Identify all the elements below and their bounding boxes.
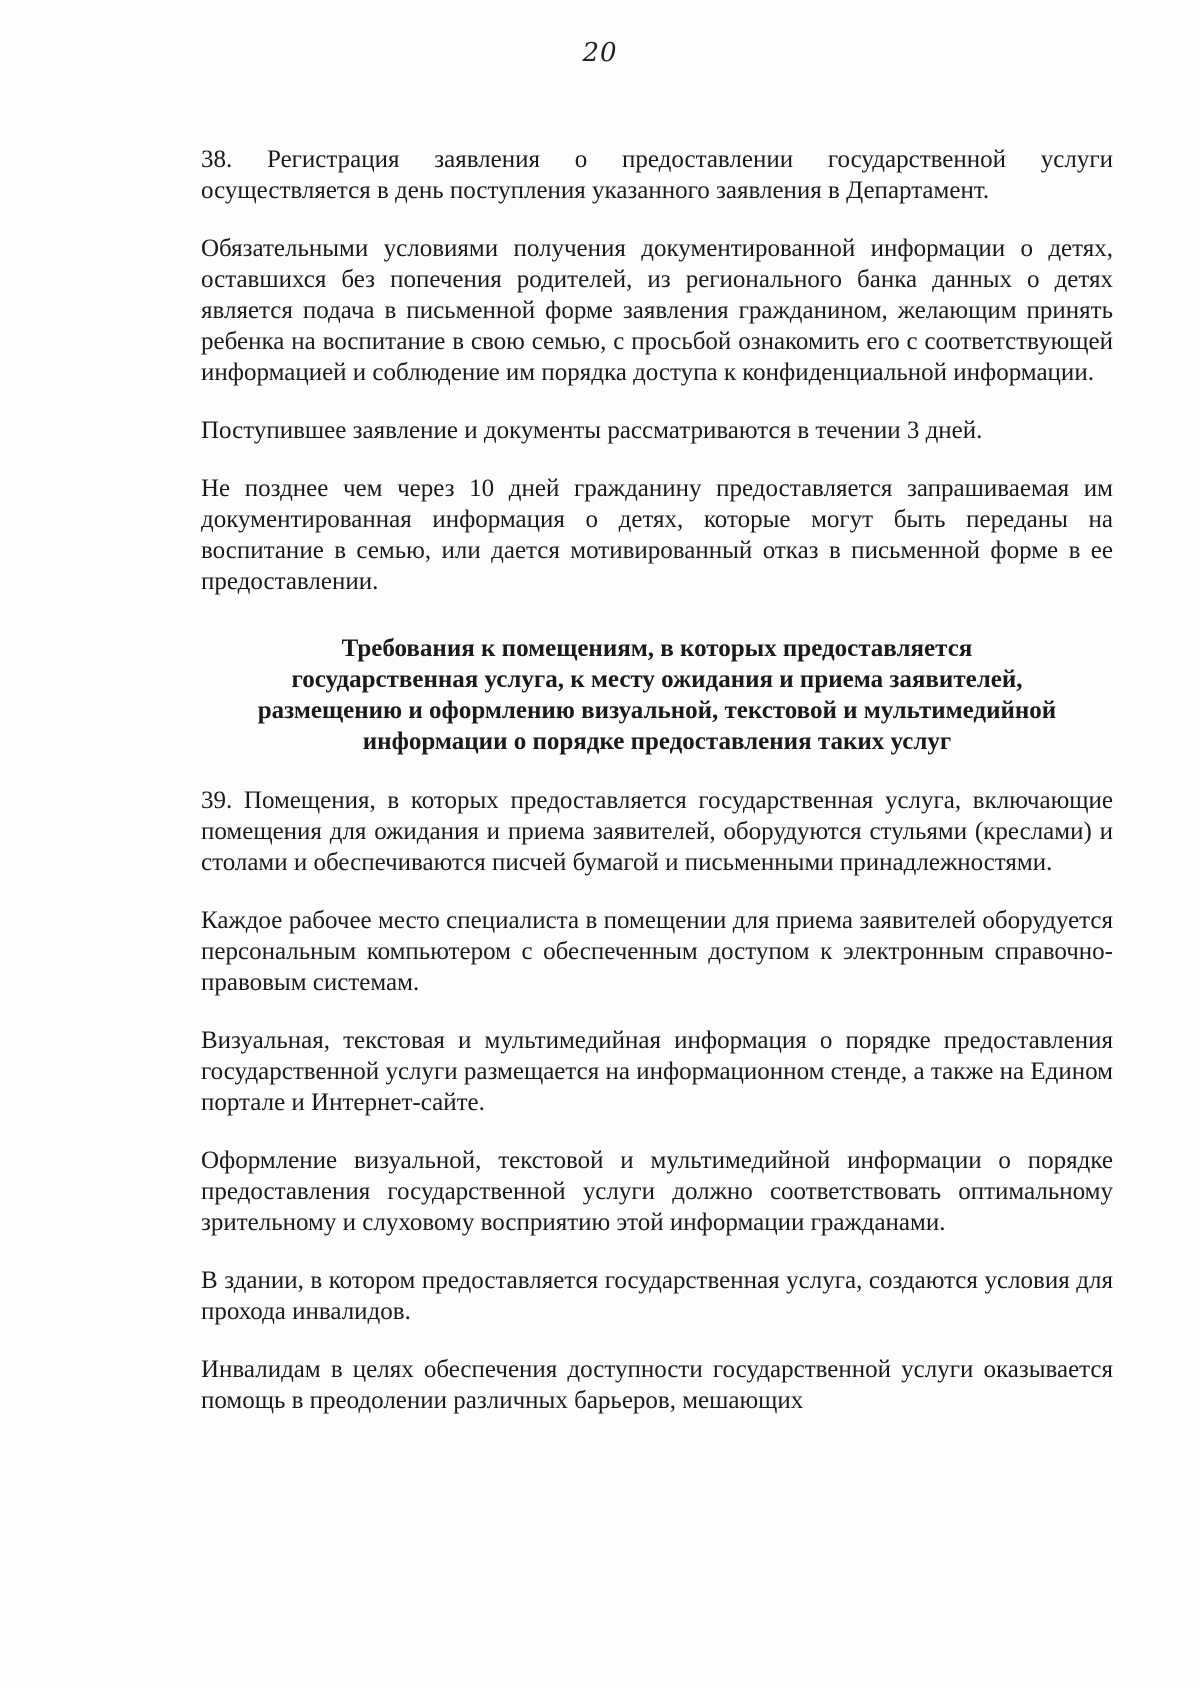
paragraph-workplace: Каждое рабочее место специалиста в помещении для приема заявителей оборудуется персональным компьютером с обеспеченным доступом к электронным справочно-правовым системам. bbox=[201, 907, 1113, 996]
page-number: 20 bbox=[582, 38, 618, 68]
paragraph-info-stand: Визуальная, текстовая и мультимедийная информация о порядке предоставления государственной услуги размещается на информационном стенде, а также на Едином портале и Интернет-сайте. bbox=[201, 1027, 1113, 1116]
section-heading-line: государственная услуга, к месту ожидания и приема заявителей, bbox=[291, 666, 1023, 693]
paragraph-review-period: Поступившее заявление и документы рассматриваются в течении 3 дней. bbox=[201, 417, 983, 444]
paragraph-accessibility: В здании, в котором предоставляется государственная услуга, создаются условия для прохода инвалидов. bbox=[201, 1267, 1113, 1325]
section-heading-line: информации о порядке предоставления таких услуг bbox=[362, 728, 952, 755]
document-body bbox=[201, 144, 1113, 1443]
paragraph-39-premises: 39. Помещения, в которых предоставляется государственная услуга, включающие помещения для ожидания и приема заявителей, оборудуются стульями (креслами) и столами и обеспечиваются писчей бумагой и письменными принадлежностями. bbox=[201, 787, 1113, 876]
paragraph-38-registration: 38. Регистрация заявления о предоставлении государственной услуги осуществляется в день поступления указанного заявления в Департамент. bbox=[201, 146, 1113, 204]
section-heading-line: Требования к помещениям, в которых предоставляется bbox=[341, 635, 973, 662]
section-heading bbox=[201, 633, 1113, 757]
paragraph-info-design: Оформление визуальной, текстовой и мультимедийной информации о порядке предоставления государственной услуги должно соответствовать оптимальному зрительному и слуховому восприятию этой информации гражданами. bbox=[201, 1147, 1113, 1236]
section-heading-line: размещению и оформлению визуальной, текстовой и мультимедийной bbox=[257, 697, 1057, 724]
paragraph-response-deadline: Не позднее чем через 10 дней гражданину предоставляется запрашиваемая им документированная информация о детях, которые могут быть переданы на воспитание в семью, или дается мотивированный отказ в письменной форме в ее предоставлении. bbox=[201, 475, 1113, 595]
paragraph-conditions: Обязательными условиями получения документированной информации о детях, оставшихся без попечения родителей, из регионального банка данных о детях является подача в письменной форме заявления гражданином, желающим принять ребенка на воспитание в свою семью, с просьбой ознакомить его с соответствующей информацией и соблюдение им порядка доступа к конфиденциальной информации. bbox=[201, 235, 1113, 386]
paragraph-disabled-assistance: Инвалидам в целях обеспечения доступности государственной услуги оказывается помощь в преодолении различных барьеров, мешающих bbox=[201, 1356, 1113, 1414]
